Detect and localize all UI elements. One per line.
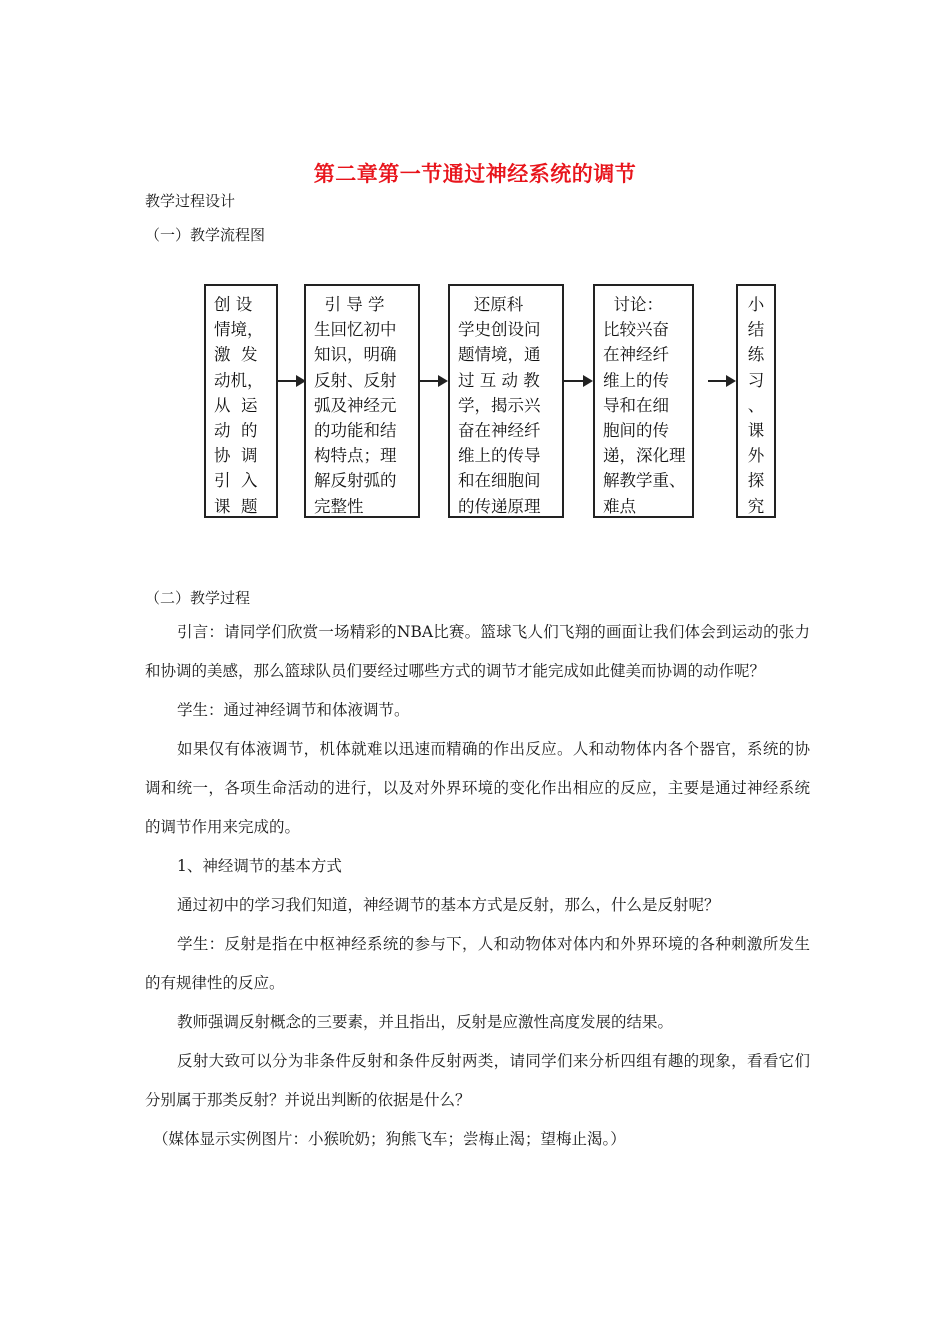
flow-box-line: 递，深化理 xyxy=(603,446,686,466)
subsection-heading: 1、神经调节的基本方式 xyxy=(177,857,342,875)
flow-box-line: 和在细胞间 xyxy=(458,471,541,491)
flow-box-line: 激 发 xyxy=(214,345,258,365)
paragraph-intro: 引言：请同学们欣赏一场精彩的NBA比赛。篮球飞人们飞翔的画面让我们体会到运动的张力和协调的美感，那么篮球队员们要经过哪些方式的调节才能完成如此健美而协调的动作呢？ xyxy=(145,623,810,680)
flow-arrow xyxy=(564,380,591,382)
paragraph-media-note: （媒体显示实例图片：小猴吮奶；狗熊飞车；尝梅止渴；望梅止渴。） xyxy=(153,1130,626,1148)
paragraph-question: 通过初中的学习我们知道，神经调节的基本方式是反射，那么，什么是反射呢？ xyxy=(177,896,720,914)
flow-box-line: 奋在神经纤 xyxy=(458,421,541,441)
flow-heading: （一）教学流程图 xyxy=(145,226,266,244)
process-heading: （二）教学过程 xyxy=(145,589,251,607)
flow-box-line: 导和在细 xyxy=(603,395,669,415)
flow-box-line: 生回忆初中 xyxy=(314,320,397,340)
flow-box-line: 题情境，通 xyxy=(458,345,541,365)
flow-box-2 xyxy=(304,284,420,518)
paragraph-reflex-types: 反射大致可以分为非条件反射和条件反射两类，请同学们来分析四组有趣的现象，看看它们分别属于那类反射？并说出判断的依据是什么？ xyxy=(145,1052,810,1109)
flow-box-line: 习 xyxy=(747,370,765,390)
flow-arrow xyxy=(708,380,734,382)
body-text xyxy=(145,613,810,1159)
flow-box-1 xyxy=(204,284,278,518)
flow-box-line: 探 xyxy=(747,471,765,491)
flow-box-4 xyxy=(593,284,694,518)
flow-box-line: 课 xyxy=(747,421,765,441)
flow-box-line: 协 调 xyxy=(214,446,258,466)
flow-box-line: 的功能和结 xyxy=(314,421,397,441)
paragraph-student-definition: 学生：反射是指在中枢神经系统的参与下，人和动物体对体内和外界环境的各种刺激所发生的有规律性的反应。 xyxy=(145,935,810,992)
flow-box-line: 知识，明确 xyxy=(314,345,397,365)
flow-box-line: 从 运 xyxy=(214,395,258,415)
flow-box-line: 比较兴奋 xyxy=(603,320,669,340)
section-label: 教学过程设计 xyxy=(145,192,236,210)
flow-box-line: 在神经纤 xyxy=(603,345,669,365)
flow-box-line: 还原科 xyxy=(458,295,524,314)
paragraph-explanation: 如果仅有体液调节，机体就难以迅速而精确的作出反应。人和动物体内各个器官，系统的协调和统一，各项生命活动的进行，以及对外界环境的变化作出相应的反应，主要是通过神经系统的调节作用来完成的。 xyxy=(145,740,810,836)
flow-box-line: 解反射弧的 xyxy=(314,471,397,491)
flow-box-line: 学史创设问 xyxy=(458,320,541,340)
paragraph-student-answer: 学生：通过神经调节和体液调节。 xyxy=(177,701,410,719)
flow-box-line: 情境， xyxy=(214,320,264,340)
flow-box-line: 维上的传导 xyxy=(458,446,541,466)
flow-box-line: 维上的传 xyxy=(603,370,669,390)
flow-box-5 xyxy=(736,284,776,518)
flow-box-line: 构特点；理 xyxy=(314,446,397,466)
page-title: 第二章第一节通过神经系统的调节 xyxy=(313,162,637,186)
flow-box-line: 外 xyxy=(747,446,765,466)
flow-box-line: 胞间的传 xyxy=(603,421,669,441)
flow-arrow xyxy=(278,380,304,382)
flow-box-line: 学，揭示兴 xyxy=(458,395,541,415)
flow-box-line: 创 设 xyxy=(214,295,253,314)
flow-box-line: 小 xyxy=(747,295,765,314)
flow-arrow xyxy=(420,380,446,382)
flow-box-line: 讨论： xyxy=(603,295,663,314)
flow-box-line: 引 导 学 xyxy=(314,295,385,314)
flow-box-line: 结 xyxy=(747,320,765,340)
flow-box-line: 过 互 动 教 xyxy=(458,370,540,390)
flow-box-line: 究 xyxy=(747,496,765,516)
flow-box-line: 解教学重、 xyxy=(603,471,686,491)
flow-box-3 xyxy=(448,284,564,518)
flow-box-line: 练 xyxy=(747,345,765,365)
flow-box-line: 弧及神经元 xyxy=(314,395,397,415)
flow-box-line: 的传递原理 xyxy=(458,496,541,516)
flow-box-line: 引 入 xyxy=(214,471,258,491)
flow-box-line: 难点 xyxy=(603,496,636,516)
flow-box-line: 反射、反射 xyxy=(314,370,397,390)
flow-box-line: 完整性 xyxy=(314,496,364,516)
flow-box-line: 、 xyxy=(747,395,765,415)
flow-box-line: 动机， xyxy=(214,370,264,390)
flow-box-line: 课 题 xyxy=(214,496,258,516)
flow-box-line: 动 的 xyxy=(214,421,258,441)
paragraph-teacher-note: 教师强调反射概念的三要素，并且指出，反射是应激性高度发展的结果。 xyxy=(177,1013,674,1031)
